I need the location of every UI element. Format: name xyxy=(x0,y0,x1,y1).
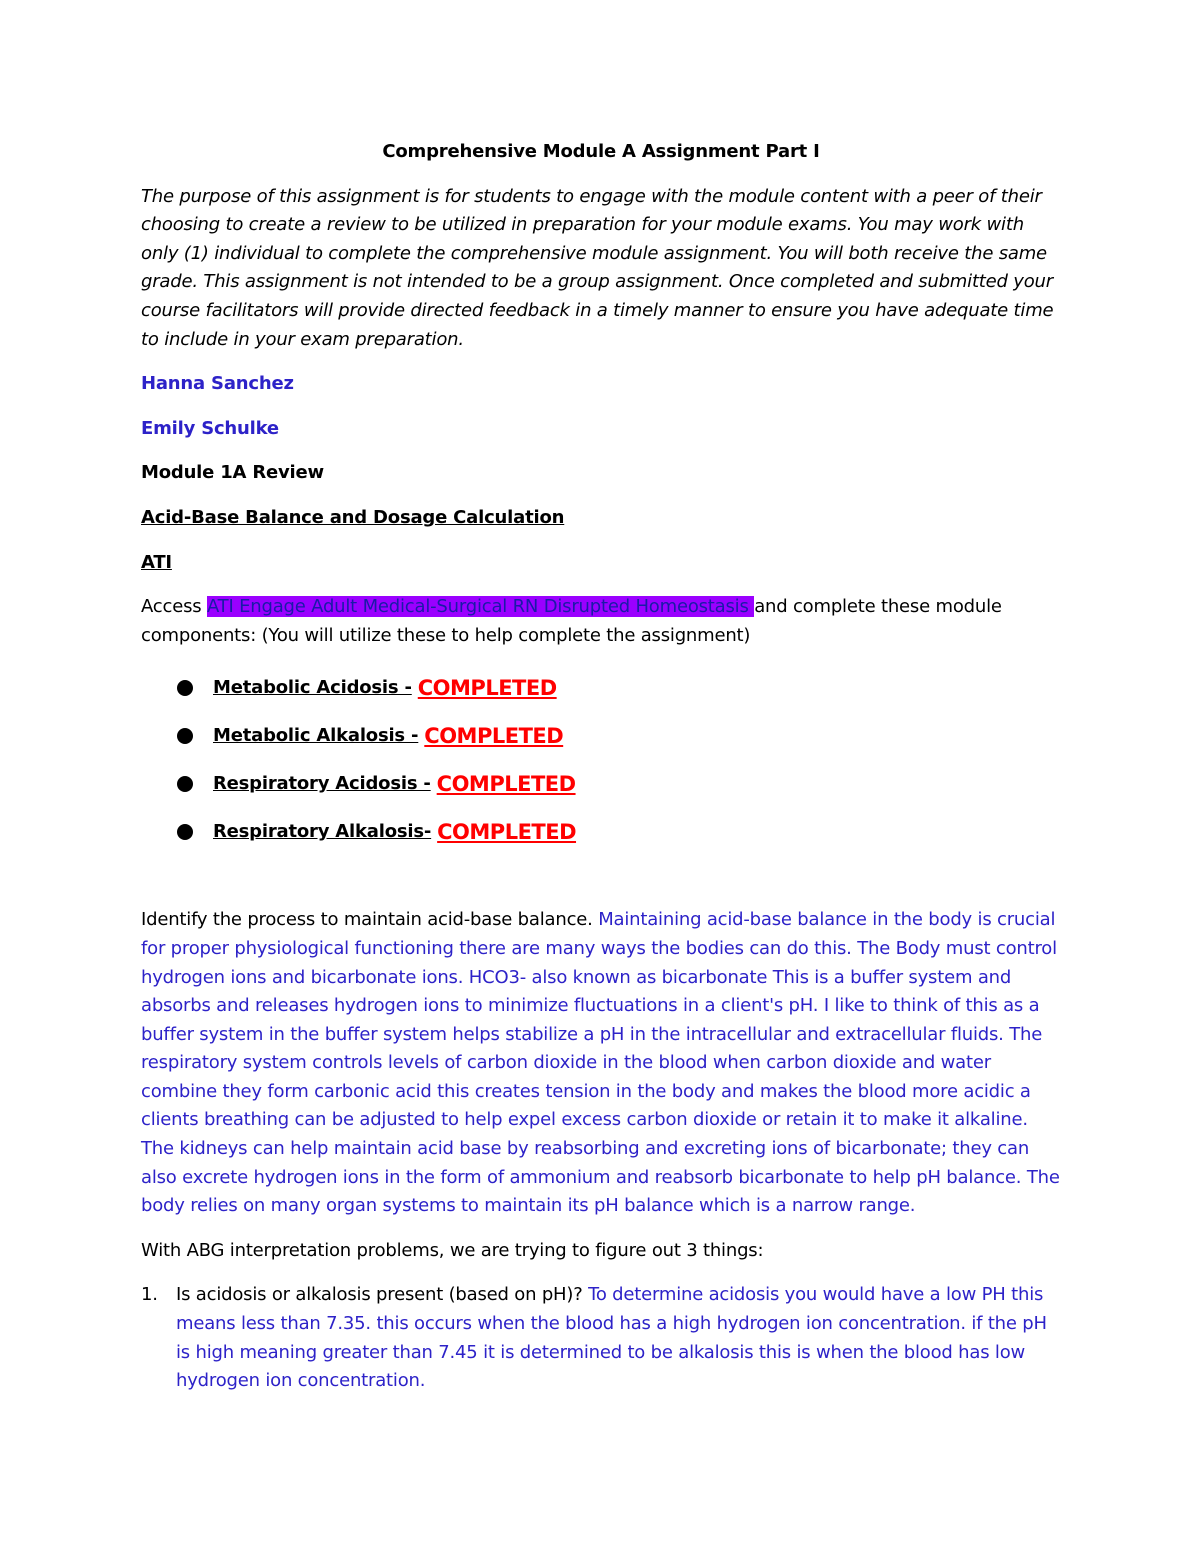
acid-base-process-paragraph xyxy=(141,906,1061,1221)
highlighted-course-name: ATI Engage Adult Medical-Surgical RN Disrupted Homeostasis xyxy=(206,596,755,618)
component-label: Respiratory Acidosis - xyxy=(213,773,431,795)
component-label: Respiratory Alkalosis- xyxy=(213,821,432,843)
bullet-icon xyxy=(177,728,193,744)
list-item xyxy=(141,808,1061,856)
topic-heading: Acid-Base Balance and Dosage Calculation xyxy=(141,506,565,528)
bullet-icon xyxy=(177,824,193,840)
question-prompt: Is acidosis or alkalosis present (based on pH)? xyxy=(176,1284,589,1306)
document-body xyxy=(141,138,1061,1396)
status-badge: COMPLETED xyxy=(417,676,557,701)
module-heading: Module 1A Review xyxy=(141,462,324,484)
bullet-icon xyxy=(177,680,193,696)
assignment-purpose: The purpose of this assignment is for students to engage with the module content with a peer of their choosing to create a review to be utilized in preparation for your module exams. You may work with only (1) individual to complete the comprehensive module assignment. You will both receive the same grade. This assignment is not intended to be a group assignment. Once completed and submitted your course facilitators will provide directed feedback in a timely manner to ensure you have adequate time to include in your exam preparation. xyxy=(141,185,1054,350)
document-title: Comprehensive Module A Assignment Part I xyxy=(382,141,820,162)
question-prompt: Identify the process to maintain acid-base balance. xyxy=(141,909,599,931)
module-components-list xyxy=(141,664,1061,856)
abg-questions-list xyxy=(141,1281,1061,1395)
author-name: Emily Schulke xyxy=(141,417,279,439)
abg-intro: With ABG interpretation problems, we are trying to figure out 3 things: xyxy=(141,1239,764,1261)
access-instructions xyxy=(141,593,1061,650)
bullet-icon xyxy=(177,776,193,792)
status-badge: COMPLETED xyxy=(424,724,564,749)
access-prefix: Access xyxy=(141,596,207,618)
answer-text: Maintaining acid-base balance in the body is crucial for proper physiological functioning there are many ways the bodies can do this. The Body must control hydrogen ions and bicarbonate ions. HCO3- also known as bicarbonate This is a buffer system and absorbs and releases hydrogen ions to minimize fluctuations in a client's pH. I like to think of this as a buffer system in the buffer system helps stabilize a pH in the intracellular and extracellular fluids. The respiratory system controls levels of carbon dioxide in the blood when carbon dioxide and water combine they form carbonic acid this creates tension in the body and makes the blood more acidic a clients breathing can be adjusted to help expel excess carbon dioxide or retain it to make it alkaline. The kidneys can help maintain acid base by reabsorbing and excreting ions of bicarbonate; they can also excrete hydrogen ions in the form of ammonium and reabsorb bicarbonate to help pH balance. The body relies on many organ systems to maintain its pH balance which is a narrow range. xyxy=(141,909,1060,1217)
list-item xyxy=(141,1281,1061,1395)
list-item xyxy=(141,664,1061,712)
question-number: 1. xyxy=(141,1284,158,1306)
list-item xyxy=(141,760,1061,808)
status-badge: COMPLETED xyxy=(437,820,577,845)
status-badge: COMPLETED xyxy=(436,772,576,797)
access-suffix: and complete these module components: (You will utilize these to help complete the assignment) xyxy=(141,596,1002,646)
author-name: Hanna Sanchez xyxy=(141,373,294,395)
question-body xyxy=(176,1281,1061,1395)
source-heading: ATI xyxy=(141,551,172,573)
answer-text: To determine acidosis you would have a low PH this means less than 7.35. this occurs when the blood has a high hydrogen ion concentration. if the pH is high meaning greater than 7.45 it is determined to be alkalosis this is when the blood has low hydrogen ion concentration. xyxy=(176,1284,1047,1392)
list-item xyxy=(141,712,1061,760)
component-label: Metabolic Acidosis - xyxy=(213,677,412,699)
component-label: Metabolic Alkalosis - xyxy=(213,725,419,747)
